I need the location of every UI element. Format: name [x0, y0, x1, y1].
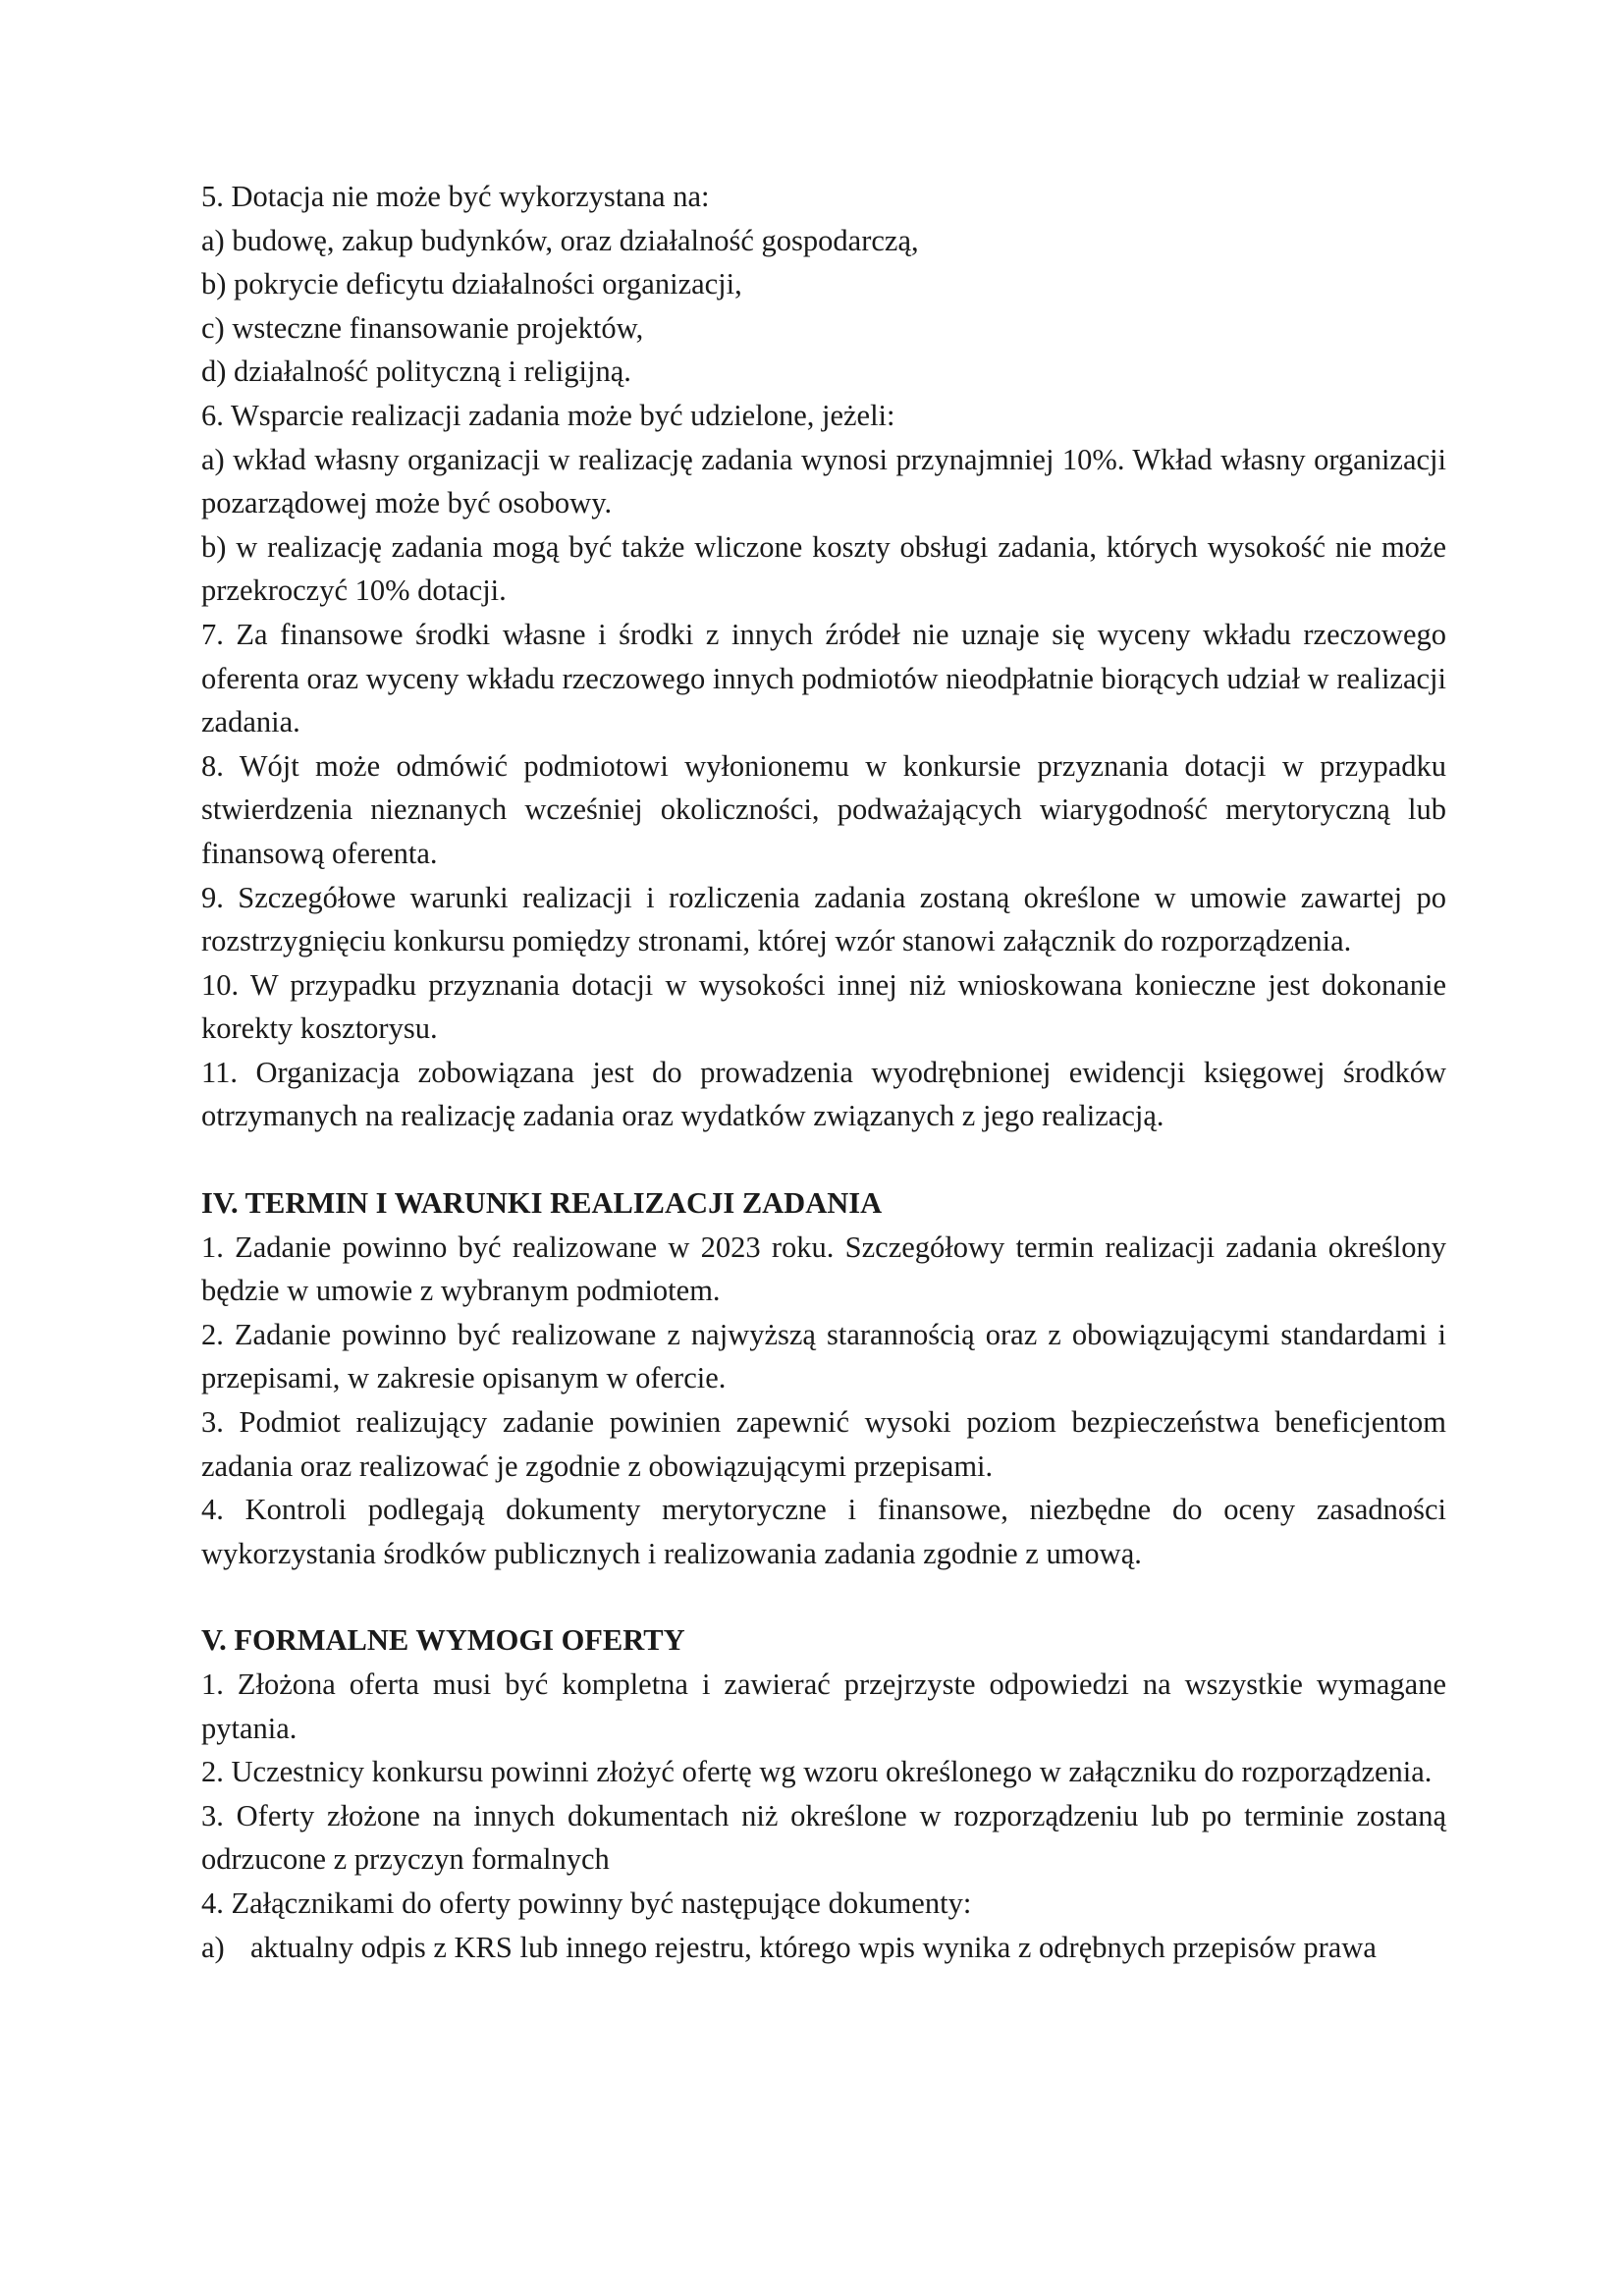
document-body: [201, 175, 1446, 1969]
paragraph-10: 10. W przypadku przyznania dotacji w wysokości innej niż wnioskowana konieczne jest dokonanie korekty kosztorysu.: [201, 967, 1446, 1046]
section-v-item-2: 2. Uczestnicy konkursu powinni złożyć ofertę wg wzoru określonego w załączniku do rozporządzenia.: [201, 1755, 1433, 1789]
paragraph-7: 7. Za finansowe środki własne i środki z innych źródeł nie uznaje się wyceny wkładu rzeczowego oferenta oraz wyceny wkładu rzeczowego innych podmiotów nieodpłatnie biorących udział w realizacji zadania.: [201, 617, 1446, 739]
section-iv-item-4: 4. Kontroli podlegają dokumenty merytoryczne i finansowe, niezbędne do oceny zasadności wykorzystania środków publicznych i realizowania zadania zgodnie z umową.: [201, 1493, 1446, 1570]
paragraph-11: 11. Organizacja zobowiązana jest do prowadzenia wyodrębnionej ewidencji księgowej środków otrzymanych na realizację zadania oraz wydatków związanych z jego realizacją.: [201, 1055, 1446, 1133]
section-iv-item-2: 2. Zadanie powinno być realizowane z najwyższą starannością oraz z obowiązującymi standardami i przepisami, w zakresie opisanym w ofercie.: [201, 1317, 1446, 1395]
section-v-sub-item-a: [201, 1926, 1446, 1970]
paragraph-5c: c) wsteczne finansowanie projektów,: [201, 310, 644, 345]
paragraph-6b: b) w realizację zadania mogą być także wliczone koszty obsługi zadania, których wysokość nie może przekroczyć 10% dotacji.: [201, 529, 1446, 608]
paragraph-8: 8. Wójt może odmówić podmiotowi wyłonionemu w konkursie przyznania dotacji w przypadku stwierdzenia nieznanych wcześniej okoliczności, podważających wiarygodność merytoryczną lub finansową oferenta.: [201, 748, 1446, 870]
section-v-item-1: 1. Złożona oferta musi być kompletna i zawierać przejrzyste odpowiedzi na wszystkie wymagane pytania.: [201, 1667, 1446, 1745]
paragraph-5b: b) pokrycie deficytu działalności organizacji,: [201, 267, 742, 301]
sub-item-text: aktualny odpis z KRS lub innego rejestru, którego wpis wynika z odrębnych przepisów prawa: [250, 1930, 1377, 1964]
paragraph-5a: a) budowę, zakup budynków, oraz działalność gospodarczą,: [201, 223, 919, 257]
sub-item-marker: a): [201, 1930, 225, 1964]
paragraph-5d: d) działalność polityczną i religijną.: [201, 355, 631, 389]
section-v-heading: V. FORMALNE WYMOGI OFERTY: [201, 1623, 685, 1658]
section-v-item-4: 4. Załącznikami do oferty powinny być następujące dokumenty:: [201, 1886, 972, 1920]
paragraph-6: 6. Wsparcie realizacji zadania może być udzielone, jeżeli:: [201, 398, 895, 432]
section-iv-heading: IV. TERMIN I WARUNKI REALIZACJI ZADANIA: [201, 1186, 883, 1221]
section-iv-item-1: 1. Zadanie powinno być realizowane w 2023 roku. Szczegółowy termin realizacji zadania określony będzie w umowie z wybranym podmiotem.: [201, 1230, 1446, 1308]
section-v-item-3: 3. Oferty złożone na innych dokumentach niż określone w rozporządzeniu lub po terminie zostaną odrzucone z przyczyn formalnych: [201, 1798, 1446, 1877]
paragraph-5: 5. Dotacja nie może być wykorzystana na:: [201, 180, 710, 213]
paragraph-6a: a) wkład własny organizacji w realizację zadania wynosi przynajmniej 10%. Wkład własny organizacji pozarządowej może być osobowy.: [201, 442, 1446, 520]
paragraph-9: 9. Szczegółowe warunki realizacji i rozliczenia zadania zostaną określone w umowie zawartej po rozstrzygnięciu konkursu pomiędzy stronami, której wzór stanowi załącznik do rozporządzenia.: [201, 880, 1446, 958]
section-iv-item-3: 3. Podmiot realizujący zadanie powinien zapewnić wysoki poziom bezpieczeństwa beneficjentom zadania oraz realizować je zgodnie z obowiązującymi przepisami.: [201, 1405, 1446, 1483]
